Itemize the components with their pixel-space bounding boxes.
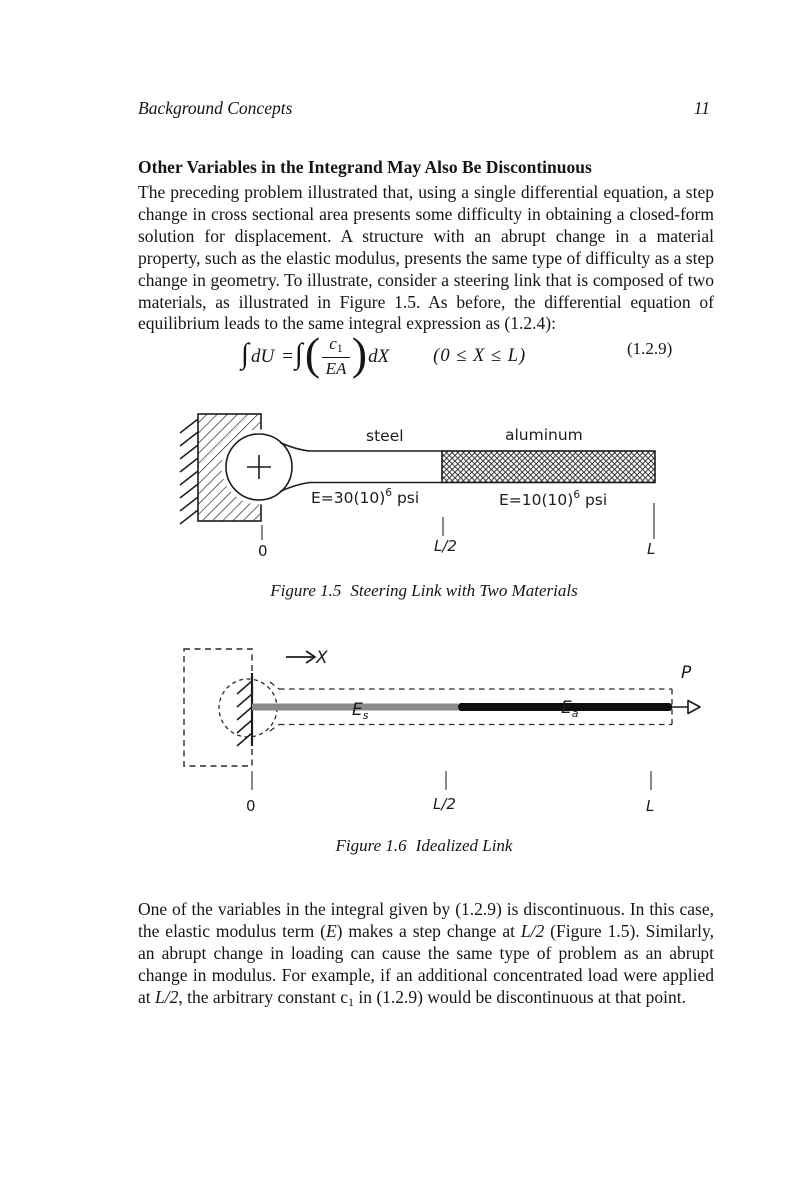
aluminum-modulus-label: $E=10(10)^6$ psi bbox=[499, 489, 608, 509]
figure-caption-title: Idealized Link bbox=[415, 836, 513, 855]
figure-caption-title: Steering Link with Two Materials bbox=[350, 581, 578, 600]
paragraph-1: The preceding problem illustrated that, using a single differential equation, a step change in cross sectional area presents some difficulty in obtaining a closed-form solution for displacement. A structure with an abrupt change in a material property, such as the elastic modulus, presents the same type of difficulty as a step change in geometry. To illustrate, consider a steering link that is composed of two materials, as illustrated in Figure 1.5. As before, the differential equation of equilibrium leads to the same integral expression as (1.2.4): bbox=[138, 182, 714, 334]
steel-modulus-symbol: $E_s$ bbox=[352, 700, 369, 722]
aluminum-material-label: aluminum bbox=[505, 426, 583, 444]
tick-label-origin: 0 bbox=[246, 797, 256, 815]
aluminum-bar bbox=[442, 451, 655, 483]
equation-number: (1.2.9) bbox=[627, 339, 673, 358]
running-header-title: Background Concepts bbox=[138, 98, 293, 118]
x-axis-arrow-icon bbox=[286, 651, 315, 663]
dimension-ticks bbox=[252, 771, 651, 790]
x-axis-label: X bbox=[316, 648, 328, 668]
page-number: 11 bbox=[693, 98, 710, 118]
equation-expression bbox=[241, 327, 527, 379]
figure-1-5-caption bbox=[138, 581, 710, 601]
fraction-denominator: EA bbox=[325, 359, 347, 378]
equation-domain: (0 ≤ X ≤ L) bbox=[433, 346, 527, 366]
fraction bbox=[322, 334, 350, 379]
load-label: P bbox=[681, 663, 692, 683]
section-heading: Other Variables in the Integrand May Also Be Discontinuous bbox=[138, 157, 592, 177]
open-paren: ( bbox=[304, 327, 321, 379]
steel-modulus-label: $E=30(10)^6$ psi bbox=[311, 487, 420, 507]
aluminum-modulus-symbol: $E_a$ bbox=[561, 698, 579, 720]
figure-1-6-caption bbox=[138, 836, 710, 856]
differential: dX bbox=[368, 345, 390, 367]
arrowhead-icon bbox=[688, 701, 700, 714]
figure-1-5-drawing bbox=[175, 405, 665, 565]
tick-label-end: L bbox=[646, 797, 655, 815]
figure-caption-label: Figure 1.5 bbox=[270, 581, 342, 600]
running-header bbox=[138, 98, 710, 119]
tick-label-origin: 0 bbox=[258, 542, 268, 560]
wall-outline-dashed bbox=[184, 649, 252, 766]
steel-material-label: steel bbox=[366, 427, 404, 445]
integral-sign: ∫ bbox=[294, 338, 303, 370]
tick-label-midspan: L/2 bbox=[433, 795, 456, 813]
equation-lhs: dU bbox=[250, 345, 275, 367]
close-paren: ) bbox=[351, 327, 368, 379]
integral-sign: ∫ bbox=[241, 338, 249, 370]
steel-bar bbox=[280, 443, 442, 492]
paragraph-2: One of the variables in the integral given by (1.2.9) is discontinuous. In this case, the elastic modulus term (E) makes a step change at L/2 (Figure 1.5). Similarly, an abrupt change in loading can cause the same type of problem as an abrupt change in modulus. For example, if an additional concentrated load were applied at L/2, the arbitrary constant c1 in (1.2.9) would be discontinuous at that point. bbox=[138, 899, 714, 1009]
fraction-numerator: c1 bbox=[322, 334, 350, 358]
tick-label-midspan: L/2 bbox=[434, 537, 457, 555]
figure-caption-label: Figure 1.6 bbox=[335, 836, 407, 855]
ground-hatch-ticks bbox=[180, 419, 198, 524]
load-arrow bbox=[672, 701, 700, 714]
equals-sign: = bbox=[282, 345, 293, 367]
equation-1-2-9 bbox=[138, 327, 710, 396]
tick-label-end: L bbox=[647, 540, 656, 558]
